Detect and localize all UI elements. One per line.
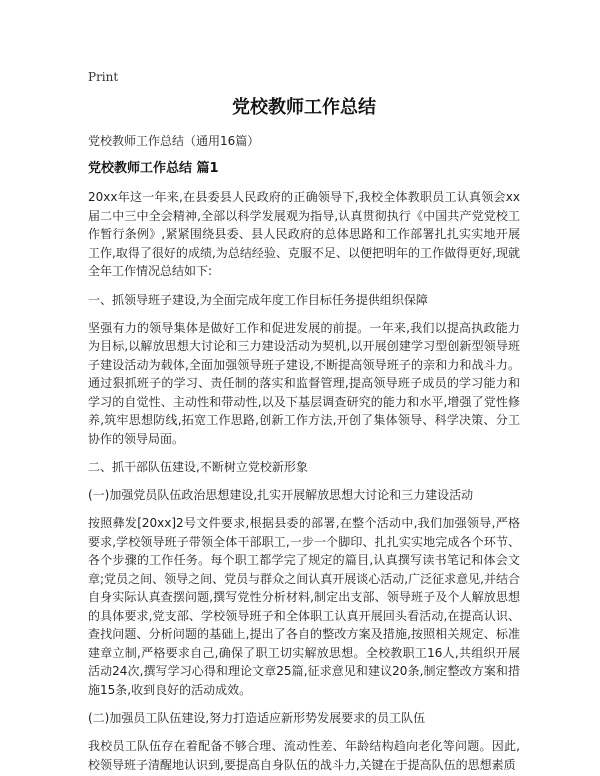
document-title: 党校教师工作总结 [232, 97, 376, 118]
political-paragraph: 按照彝发[20xx]2号文件要求,根据县委的部署,在整个活动中,我们加强领导,严格要求,学校领导班子带领全体干部职工,一步一个脚印、扎扎实实地完成各个环节、各个步骤的工作任务。每个职工都学完了规定的篇目,认真撰写读书笔记和体会文章;党员之间、领导之间、党员与群众之间认真开展谈心活动,广泛征求意见,并结合自身实际认真查摆问题,撰写党性分析材料,制定出支部、领导班子及个人解放思想的具体要求,党支部、学校领导班子和全体职工认真开展回头看活动,在提高认识、查找问题、分析问题的基础上,提出了各自的整改方案及措施,按照相关规定、标准建章立制,严格要求自己,确保了职工切实解放思想。全校教职工16人,共组织开展活动24次,撰写学习心得和理论文章25篇,征求意见和建议20条,制定整改方案和措施15条,收到良好的活动成效。 [88, 516, 520, 697]
subheading-staff: (二)加强员工队伍建设,努力打造适应新形势发展要求的员工队伍 [88, 711, 426, 725]
heading-leadership: 一、抓领导班子建设,为全面完成年度工作目标任务提供组织保障 [88, 292, 428, 307]
heading-cadre: 二、抓干部队伍建设,不断树立党校新形象 [88, 460, 308, 474]
section-title: 党校教师工作总结 篇1 [88, 161, 219, 176]
print-link[interactable]: Print [88, 70, 119, 84]
staff-paragraph: 我校员工队伍存在着配备不够合理、流动性差、年龄结构趋向老化等问题。因此,校领导班子清醒地认识到,要提高自身队伍的战斗力,关键在于提高队伍的思想素质 [88, 739, 520, 772]
document-subtitle: 党校教师工作总结（通用16篇） [88, 134, 260, 148]
intro-paragraph: 20xx年这一年来,在县委县人民政府的正确领导下,我校全体教职员工认真领会xx届二中三中全会精神,全部以科学发展观为指导,认真贯彻执行《中国共产党党校工作暂行条例》,紧紧围绕县委、县人民政府的总体思路和工作部署扎扎实实地开展工作,取得了很好的成绩,为总结经验、克服不足、以便把明年的工作做得更好,现就全年工作情况总结如下: [88, 190, 520, 278]
leadership-paragraph: 坚强有力的领导集体是做好工作和促进发展的前提。一年来,我们以提高执政能力为目标,以解放思想大讨论和三力建设活动为契机,以开展创建学习型创新型领导班子建设活动为载体,全面加强领导班子建设,不断提高领导班子的亲和力和战斗力。通过狠抓班子的学习、责任制的落实和监督管理,提高领导班子成员的学习能力和学习的自觉性、主动性和带动性,以及下基层调查研究的能力和水平,增强了党性修养,筑牢思想防线,拓宽工作思路,创新工作方法,开创了集体领导、科学决策、分工协作的领导局面。 [88, 320, 520, 446]
subheading-political: (一)加强党员队伍政治思想建设,扎实开展解放思想大讨论和三力建设活动 [88, 488, 474, 502]
document-content [88, 96, 520, 776]
